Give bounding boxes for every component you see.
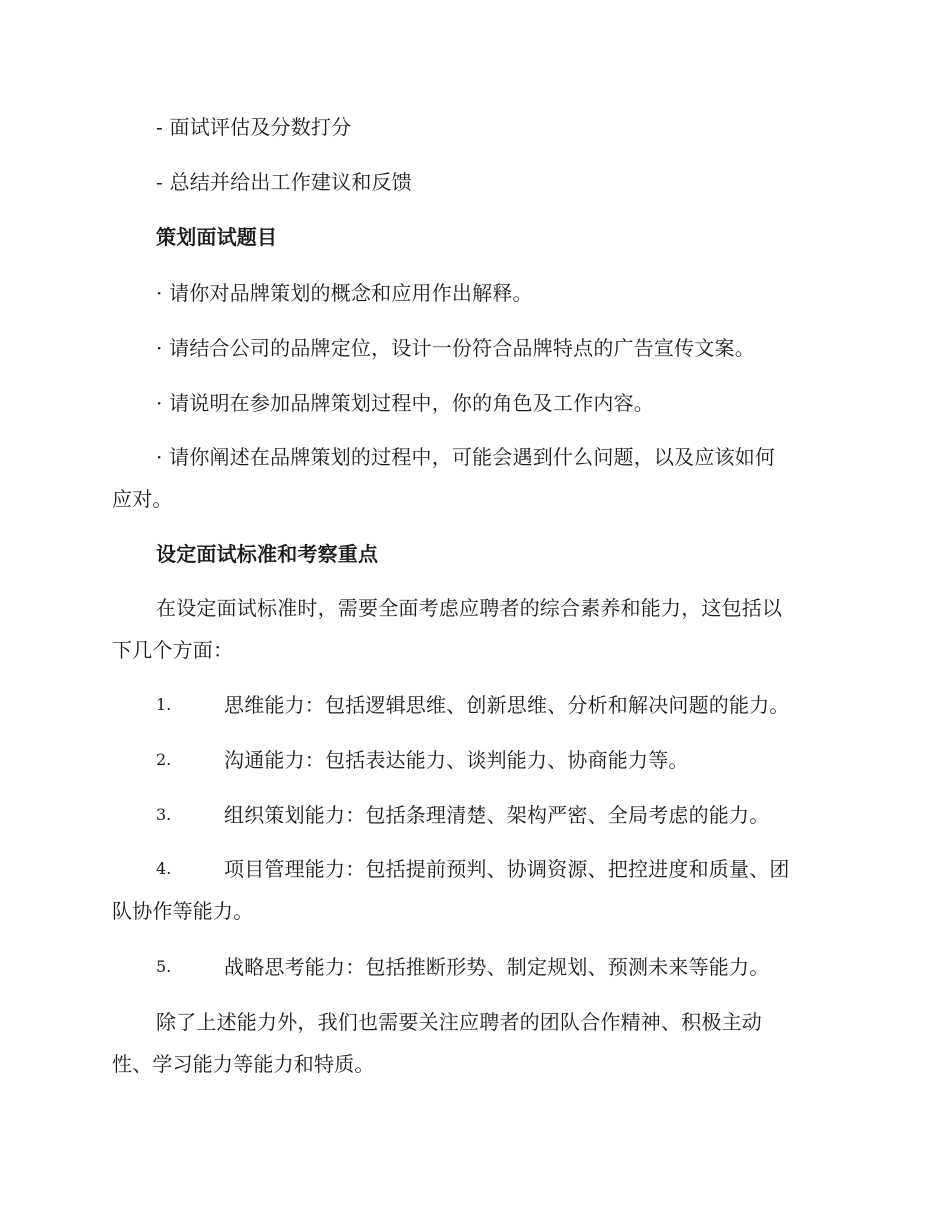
section-heading: 策划面试题目 bbox=[156, 225, 278, 249]
list-item: 战略思考能力：包括推断形势、制定规划、预测未来等能力。 bbox=[224, 955, 770, 979]
list-number: 5. bbox=[156, 957, 172, 976]
dash-item: - 总结并给出工作建议和反馈 bbox=[156, 170, 412, 194]
list-item: 项目管理能力：包括提前预判、协调资源、把控进度和质量、团 bbox=[224, 857, 790, 881]
dash-item: - 面试评估及分数打分 bbox=[156, 115, 352, 139]
list-number: 4. bbox=[156, 859, 172, 878]
list-item-continuation: 队协作等能力。 bbox=[112, 899, 254, 923]
paragraph-line: 下几个方面： bbox=[112, 638, 234, 662]
list-item: 组织策划能力：包括条理清楚、架构严密、全局考虑的能力。 bbox=[224, 803, 770, 827]
list-item: 沟通能力：包括表达能力、谈判能力、协商能力等。 bbox=[224, 748, 689, 772]
paragraph-line: 在设定面试标准时，需要全面考虑应聘者的综合素养和能力，这包括以 bbox=[156, 596, 783, 620]
list-number: 2. bbox=[156, 750, 172, 769]
list-item: 思维能力：包括逻辑思维、创新思维、分析和解决问题的能力。 bbox=[224, 693, 790, 717]
paragraph-line: 除了上述能力外，我们也需要关注应聘者的团队合作精神、积极主动 bbox=[156, 1010, 762, 1034]
list-number: 1. bbox=[156, 695, 172, 714]
bullet-item: · 请你阐述在品牌策划的过程中，可能会遇到什么问题，以及应该如何 bbox=[156, 445, 776, 469]
bullet-item-continuation: 应对。 bbox=[112, 487, 173, 511]
paragraph-line: 性、学习能力等能力和特质。 bbox=[112, 1052, 375, 1076]
bullet-item: · 请结合公司的品牌定位，设计一份符合品牌特点的广告宣传文案。 bbox=[156, 336, 755, 360]
bullet-item: · 请说明在参加品牌策划过程中，你的角色及工作内容。 bbox=[156, 391, 654, 415]
list-number: 3. bbox=[156, 805, 172, 824]
bullet-item: · 请你对品牌策划的概念和应用作出解释。 bbox=[156, 281, 533, 305]
section-heading: 设定面试标准和考察重点 bbox=[156, 542, 379, 566]
